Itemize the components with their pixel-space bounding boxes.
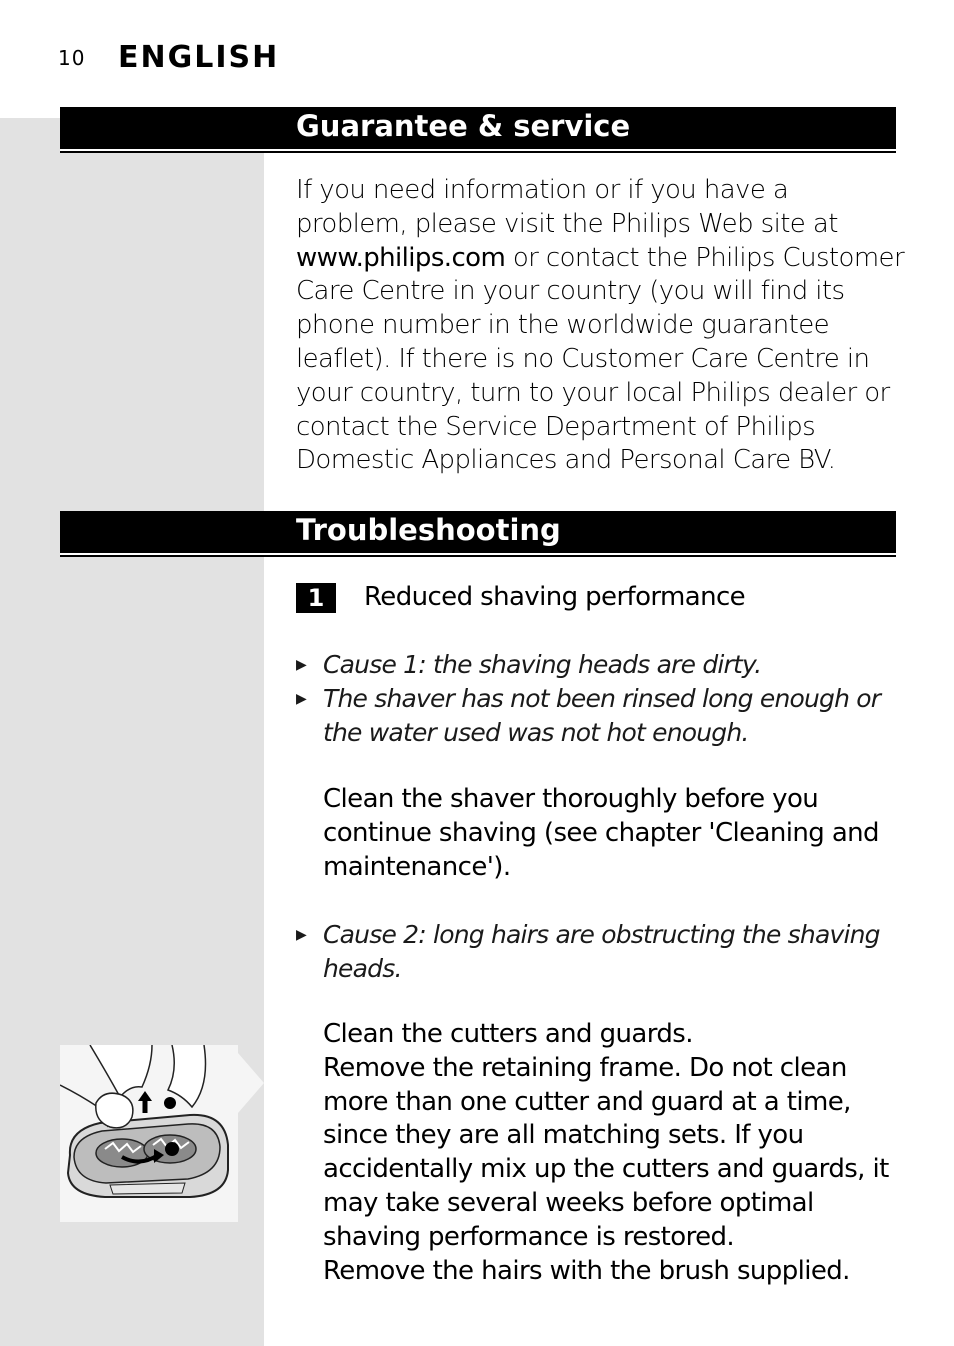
solution-line: Remove the hairs with the brush supplied.	[323, 1255, 850, 1286]
guarantee-heading: Guarantee & service	[296, 109, 631, 143]
problem-title: Reduced shaving performance	[364, 582, 746, 612]
solution-text: Clean the shaver thoroughly before you continue shaving (see chapter 'Cleaning and maintenance').	[323, 784, 879, 882]
cause-bullet	[296, 918, 896, 986]
cause-bullet	[296, 648, 896, 682]
illustration-pointer	[238, 1053, 264, 1113]
guarantee-text-before: If you need information or if you have a problem, please visit the Philips Web site at	[296, 175, 838, 239]
bullet-arrow-icon: ▶	[296, 927, 306, 943]
solution-paragraph	[323, 783, 903, 884]
section-bar-guarantee	[60, 107, 896, 151]
bullet-text: Cause 1: the shaving heads are dirty.	[323, 650, 762, 679]
solution-line: Remove the retaining frame. Do not clean more than one cutter and guard at a time, since they are all matching sets. If you accidentally mix up the cutters and guards, it may take several weeks before optimal shaving performance is restored.	[323, 1052, 889, 1252]
guarantee-text-after: or contact the Philips Customer Care Centre in your country (you will find its phone number in the worldwide guarantee leaflet). If there is no Customer Care Centre in your country, turn to your local Philips dealer or contact the Service Department of Philips Domestic Appliances and Personal Care BV.	[296, 242, 905, 476]
cause-bullet	[296, 682, 896, 750]
shaver-cleaning-icon	[60, 1045, 238, 1222]
page-number: 10	[58, 46, 86, 70]
problem-number-badge: 1	[296, 583, 336, 613]
shaver-head-illustration	[60, 1045, 238, 1222]
bullet-text: The shaver has not been rinsed long enough or the water used was not hot enough.	[323, 684, 881, 747]
solution-paragraph	[323, 1018, 903, 1288]
philips-website-link[interactable]: www.philips.com	[296, 242, 506, 273]
section-bar-troubleshooting	[60, 511, 896, 555]
bullet-arrow-icon: ▶	[296, 691, 306, 707]
solution-line: Clean the cutters and guards.	[323, 1019, 693, 1049]
bullet-arrow-icon: ▶	[296, 657, 306, 673]
language-heading: ENGLISH	[118, 40, 280, 75]
guarantee-paragraph	[296, 174, 906, 478]
bullet-text: Cause 2: long hairs are obstructing the shaving heads.	[323, 920, 880, 983]
troubleshooting-heading: Troubleshooting	[296, 513, 561, 547]
